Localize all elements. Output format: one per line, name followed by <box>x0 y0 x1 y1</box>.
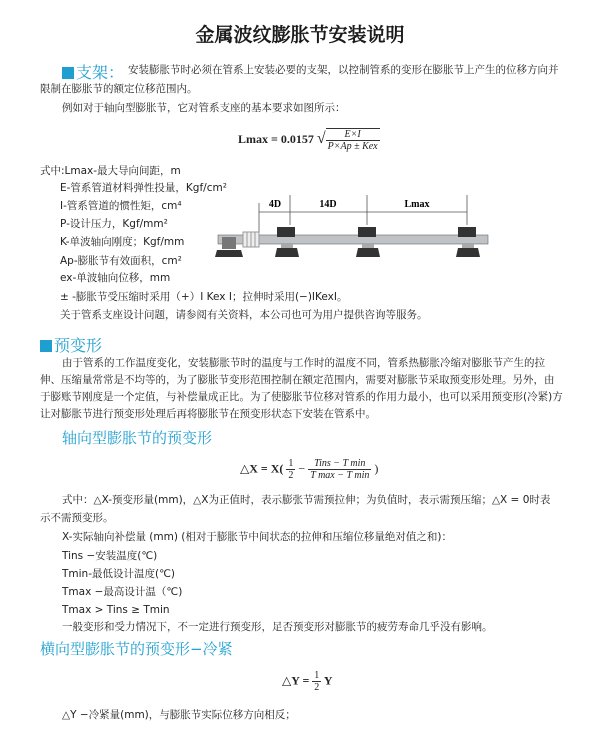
definition-item: △Y −冷紧量(mm)，与膨胀节实际位移方向相反； <box>62 709 296 721</box>
axial-formula <box>240 458 378 481</box>
paragraph-line: 让对膨胀节进行预变形处理后再将膨胀节在预变形状态下安装在管系中。 <box>40 408 376 420</box>
definition-item: E-管系管道材料弹性投量，Kgf/cm² <box>60 182 227 194</box>
definition-item: 示不需预变形。 <box>40 512 114 524</box>
definition-item: X-实际轴向补偿量 (mm) (相对于膨胀节中间状态的拉伸和压缩位移量绝对值之和)： <box>62 531 452 543</box>
definition-item: Tmin-最低设计温度(℃) <box>62 568 175 580</box>
half-fraction <box>312 670 321 693</box>
paragraph-line: 限制在膨胀节的额定位移范围内。 <box>40 83 198 95</box>
formula-lhs: △X = X( <box>240 461 284 476</box>
definition-item: K-单波轴向刚度；Kgf/mm <box>60 236 185 248</box>
paragraph-line: 伸、压缩量常常是不均等的，为了膨胀节变形范围控制在额定范围内，需要对膨胀节采取预变形处理。另外，由 <box>40 374 555 386</box>
page-title: 金属波纹膨胀节安装说明 <box>195 24 405 46</box>
support-spacing-diagram <box>215 195 490 260</box>
definition-item: Ap-膨胀节有效面积，cm² <box>60 255 182 267</box>
definition-item: P-设计压力，Kgf/mm² <box>60 218 168 230</box>
definition-item: Tins −安装温度(℃) <box>62 550 158 562</box>
definition-item: 式中:Lmax-最大导向间距，m <box>40 165 181 177</box>
square-bullet-icon <box>40 340 52 352</box>
subheading-lateral: 横向型膨胀节的预变形−冷紧 <box>40 640 233 658</box>
paragraph-line: 于膨账节刚度是一个定值，与补偿量成正比。为了使膨胀节位移对管系的作用力最小，也可以采用预变形(冷紧)方 <box>40 391 563 403</box>
section-heading-support <box>62 60 124 83</box>
formula-rhs: Y <box>323 673 333 688</box>
square-bullet-icon <box>62 67 74 79</box>
denominator: P×Ap ± Kex <box>327 141 378 152</box>
heading-text: 支架： <box>76 63 125 82</box>
definition-item: ex-单波轴向位移，mm <box>60 272 171 284</box>
dim-label-14d: 14D <box>319 199 337 210</box>
numerator: 1 <box>288 458 294 469</box>
paragraph-line: 安装膨胀节时必须在管系上安装必要的支架，以控制管系的变形在膨胀节上产生的位移方向并 <box>128 64 559 76</box>
paragraph-line: 例如对于轴向型膨胀节，它对管系支座的基本要求如图所示： <box>62 102 346 114</box>
subheading-axial: 轴向型膨胀节的预变形 <box>62 429 213 447</box>
close-paren: ) <box>374 461 379 476</box>
definition-item: Tmax > Tins ≥ Tmin <box>62 604 170 616</box>
dim-label-4d: 4D <box>268 199 282 210</box>
paragraph-line: 由于管系的工作温度变化，安装膨胀节时的温度与工作时的温度不同，管系热膨胀冷缩对膨胀节产生的拉 <box>62 357 545 369</box>
formula-lhs: △Y = <box>282 673 310 688</box>
formula-lhs: Lmax = 0.0157 <box>238 131 314 146</box>
definition-item: 一般变形和受力情况下，不一定进行预变形，足否预变形对膨胀节的疲劳寿命几乎没有影响。 <box>62 621 493 633</box>
definition-item: 关于管系支座设计问题，请参阅有关资料，本公司也可为用户提供咨询等服务。 <box>60 309 428 321</box>
numerator: E×I <box>326 129 380 141</box>
heading-text: 预变形 <box>54 336 103 355</box>
dim-label-lmax: Lmax <box>404 199 430 210</box>
definition-item: 式中：△X-预变形量(mm)，△X为正值时，表示膨张节需预拉伸；为负值时，表示需预压缩；△X = 0时表 <box>62 494 551 506</box>
lateral-formula <box>282 670 333 693</box>
bellows <box>243 232 259 247</box>
definition-item: I-管系管道的惯性矩，cm⁴ <box>60 200 182 212</box>
temperature-fraction <box>308 458 371 481</box>
denominator: T max − T min <box>310 470 370 481</box>
numerator: 1 <box>314 670 320 681</box>
minus-sign: − <box>298 461 306 476</box>
half-fraction <box>286 458 295 481</box>
definition-item: ± -膨胀节受压缩时采用（+）I Kex I；拉伸时采用(−)IKexI。 <box>60 291 348 303</box>
lmax-formula: Lmax = 0.0157 √ $\frac{E\times I}{\text{P×Ap ± Kex}}$ <box>238 129 378 152</box>
definition-item: Tmax −最高设计温（℃) <box>62 586 183 598</box>
formula-fraction <box>326 128 380 152</box>
numerator: Tins − T min <box>308 458 371 470</box>
section-heading-predeform <box>40 333 102 356</box>
denominator: 2 <box>314 682 320 693</box>
denominator: 2 <box>288 470 294 481</box>
